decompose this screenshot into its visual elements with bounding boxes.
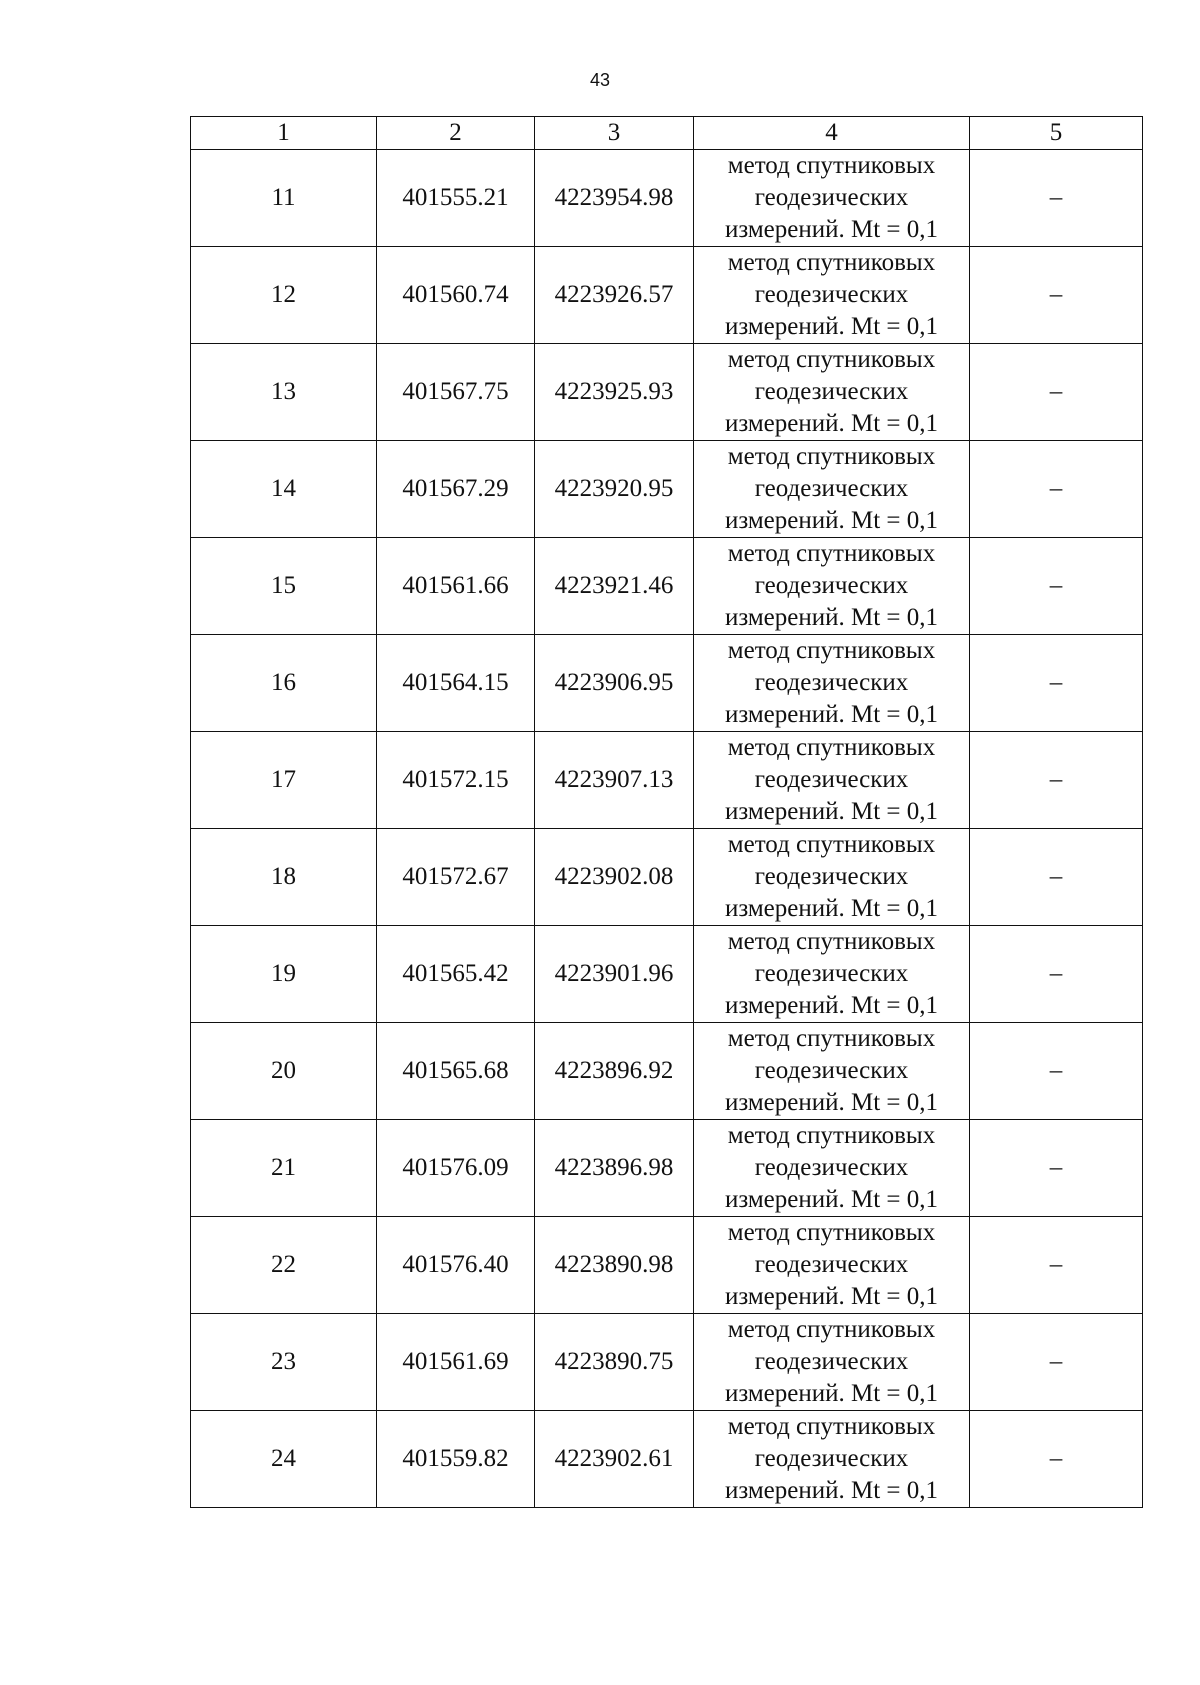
method-line: измерений. Mt = 0,1 [724,313,939,340]
coordinates-table [190,116,1143,1508]
method-line: метод спутниковых [727,1025,936,1052]
method-cell [694,1023,970,1120]
method-line: измерений. Mt = 0,1 [724,1186,939,1213]
method-line: измерений. Mt = 0,1 [724,1477,939,1504]
method-line: геодезических [754,1251,909,1278]
method-line: метод спутниковых [727,1122,936,1149]
note-cell: – [970,1314,1143,1411]
method-line: измерений. Mt = 0,1 [724,992,939,1019]
note-cell: – [970,538,1143,635]
point-number-cell: 23 [191,1314,377,1411]
column-header-5: 5 [970,117,1143,150]
point-number-cell: 21 [191,1120,377,1217]
method-line: измерений. Mt = 0,1 [724,701,939,728]
method-line: измерений. Mt = 0,1 [724,1089,939,1116]
x-coordinate-cell: 401576.09 [377,1120,535,1217]
x-coordinate-cell: 401559.82 [377,1411,535,1508]
x-coordinate-cell: 401555.21 [377,150,535,247]
y-coordinate-cell: 4223890.75 [535,1314,694,1411]
note-cell: – [970,1120,1143,1217]
x-coordinate-cell: 401565.42 [377,926,535,1023]
method-line: измерений. Mt = 0,1 [724,1380,939,1407]
point-number-cell: 15 [191,538,377,635]
method-line: геодезических [754,281,909,308]
point-number-cell: 20 [191,1023,377,1120]
method-line: метод спутниковых [727,1316,936,1343]
note-cell: – [970,1411,1143,1508]
table-row [191,926,1143,1023]
table-row [191,1314,1143,1411]
method-cell [694,1314,970,1411]
method-line: метод спутниковых [727,346,936,373]
table-row [191,344,1143,441]
note-cell: – [970,1023,1143,1120]
method-line: геодезических [754,669,909,696]
method-line: метод спутниковых [727,1413,936,1440]
x-coordinate-cell: 401561.66 [377,538,535,635]
y-coordinate-cell: 4223954.98 [535,150,694,247]
method-line: геодезических [754,1057,909,1084]
method-line: геодезических [754,572,909,599]
x-coordinate-cell: 401576.40 [377,1217,535,1314]
table-row [191,1023,1143,1120]
table-body [191,150,1143,1508]
method-line: метод спутниковых [727,928,936,955]
x-coordinate-cell: 401572.67 [377,829,535,926]
x-coordinate-cell: 401567.75 [377,344,535,441]
table-row [191,1411,1143,1508]
method-cell [694,635,970,732]
note-cell: – [970,344,1143,441]
method-line: измерений. Mt = 0,1 [724,216,939,243]
point-number-cell: 24 [191,1411,377,1508]
table-row [191,247,1143,344]
x-coordinate-cell: 401564.15 [377,635,535,732]
column-header-3: 3 [535,117,694,150]
table-row [191,1217,1143,1314]
method-cell [694,247,970,344]
table-row [191,150,1143,247]
method-line: геодезических [754,1154,909,1181]
point-number-cell: 13 [191,344,377,441]
x-coordinate-cell: 401567.29 [377,441,535,538]
y-coordinate-cell: 4223906.95 [535,635,694,732]
method-cell [694,441,970,538]
method-line: измерений. Mt = 0,1 [724,507,939,534]
method-cell [694,926,970,1023]
note-cell: – [970,829,1143,926]
method-cell [694,1120,970,1217]
column-header-1: 1 [191,117,377,150]
method-line: геодезических [754,475,909,502]
method-cell [694,732,970,829]
y-coordinate-cell: 4223896.92 [535,1023,694,1120]
method-line: метод спутниковых [727,637,936,664]
method-line: метод спутниковых [727,734,936,761]
method-cell [694,1411,970,1508]
table-row [191,635,1143,732]
y-coordinate-cell: 4223925.93 [535,344,694,441]
x-coordinate-cell: 401565.68 [377,1023,535,1120]
method-cell [694,344,970,441]
method-line: геодезических [754,1348,909,1375]
point-number-cell: 22 [191,1217,377,1314]
method-line: геодезических [754,766,909,793]
note-cell: – [970,247,1143,344]
method-cell [694,829,970,926]
method-line: геодезических [754,960,909,987]
table-row [191,538,1143,635]
note-cell: – [970,150,1143,247]
table-row [191,441,1143,538]
note-cell: – [970,635,1143,732]
method-line: измерений. Mt = 0,1 [724,895,939,922]
table-row [191,829,1143,926]
table-row [191,1120,1143,1217]
y-coordinate-cell: 4223926.57 [535,247,694,344]
x-coordinate-cell: 401572.15 [377,732,535,829]
method-line: геодезических [754,378,909,405]
y-coordinate-cell: 4223901.96 [535,926,694,1023]
page-number: 43 [589,70,611,90]
note-cell: – [970,732,1143,829]
x-coordinate-cell: 401561.69 [377,1314,535,1411]
point-number-cell: 12 [191,247,377,344]
point-number-cell: 17 [191,732,377,829]
method-line: измерений. Mt = 0,1 [724,604,939,631]
method-line: геодезических [754,184,909,211]
method-line: метод спутниковых [727,443,936,470]
table-row [191,732,1143,829]
note-cell: – [970,926,1143,1023]
column-header-2: 2 [377,117,535,150]
method-line: геодезических [754,863,909,890]
y-coordinate-cell: 4223902.08 [535,829,694,926]
method-line: метод спутниковых [727,249,936,276]
method-line: измерений. Mt = 0,1 [724,410,939,437]
y-coordinate-cell: 4223907.13 [535,732,694,829]
header-row [191,117,1143,150]
y-coordinate-cell: 4223890.98 [535,1217,694,1314]
method-cell [694,1217,970,1314]
method-cell [694,538,970,635]
note-cell: – [970,1217,1143,1314]
method-line: метод спутниковых [727,1219,936,1246]
x-coordinate-cell: 401560.74 [377,247,535,344]
y-coordinate-cell: 4223902.61 [535,1411,694,1508]
method-line: метод спутниковых [727,152,936,179]
method-line: измерений. Mt = 0,1 [724,798,939,825]
method-line: измерений. Mt = 0,1 [724,1283,939,1310]
method-cell [694,150,970,247]
note-cell: – [970,441,1143,538]
method-line: геодезических [754,1445,909,1472]
point-number-cell: 19 [191,926,377,1023]
method-line: метод спутниковых [727,831,936,858]
y-coordinate-cell: 4223896.98 [535,1120,694,1217]
column-header-4: 4 [694,117,970,150]
method-line: метод спутниковых [727,540,936,567]
point-number-cell: 11 [191,150,377,247]
point-number-cell: 18 [191,829,377,926]
y-coordinate-cell: 4223921.46 [535,538,694,635]
point-number-cell: 16 [191,635,377,732]
point-number-cell: 14 [191,441,377,538]
y-coordinate-cell: 4223920.95 [535,441,694,538]
